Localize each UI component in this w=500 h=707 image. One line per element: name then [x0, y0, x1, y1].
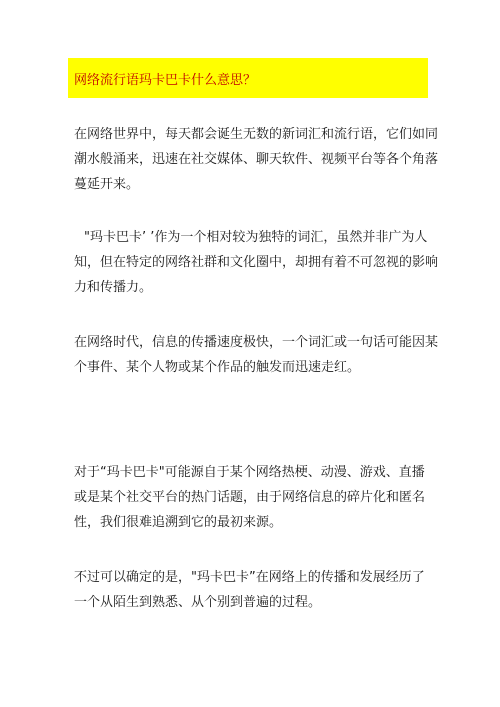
paragraph-line: 在网络世界中，每天都会诞生无数的新词汇和流行语，它们如同	[74, 127, 439, 142]
paragraph-line: 力和传播力。	[74, 280, 153, 295]
paragraph-intro	[74, 122, 439, 197]
paragraph-origin	[74, 460, 436, 535]
paragraph-spread	[74, 330, 439, 380]
paragraph-line: 不过可以确定的是，"玛卡巴卡”在网络上的传播和发展经历了	[74, 570, 425, 585]
paragraph-line: 性，我们很难追溯到它的最初来源。	[74, 515, 283, 530]
paragraph-conclusion	[74, 565, 436, 615]
highlighted-title	[68, 58, 428, 98]
paragraph-line: 对于“玛卡巴卡"可能源自于某个网络热梗、动漫、游戏、直播	[74, 465, 425, 480]
paragraph-term	[74, 225, 439, 300]
paragraph-line: 潮水般涌来，迅速在社交媒体、聊天软件、视频平台等各个角落	[74, 152, 439, 167]
paragraph-line: 在网络时代，信息的传播速度极快，一个词汇或一句话可能因某	[74, 335, 439, 350]
paragraph-line: "玛卡巴卡’ ’作为一个相对较为独特的词汇，虽然并非广为人	[84, 230, 428, 245]
paragraph-line: 知，但在特定的网络社群和文化圈中，却拥有着不可忽视的影响	[74, 255, 439, 270]
paragraph-line: 一个从陌生到熟悉、从个别到普遍的过程。	[74, 595, 322, 610]
paragraph-line: 个事件、某个人物或某个作品的触发而迅速走红。	[74, 360, 361, 375]
paragraph-line: 蔓延开来。	[74, 177, 140, 192]
paragraph-line: 或是某个社交平台的热门话题，由于网络信息的碎片化和匿名	[74, 490, 426, 505]
page-title: 网络流行语玛卡巴卡什么意思？	[74, 72, 257, 88]
